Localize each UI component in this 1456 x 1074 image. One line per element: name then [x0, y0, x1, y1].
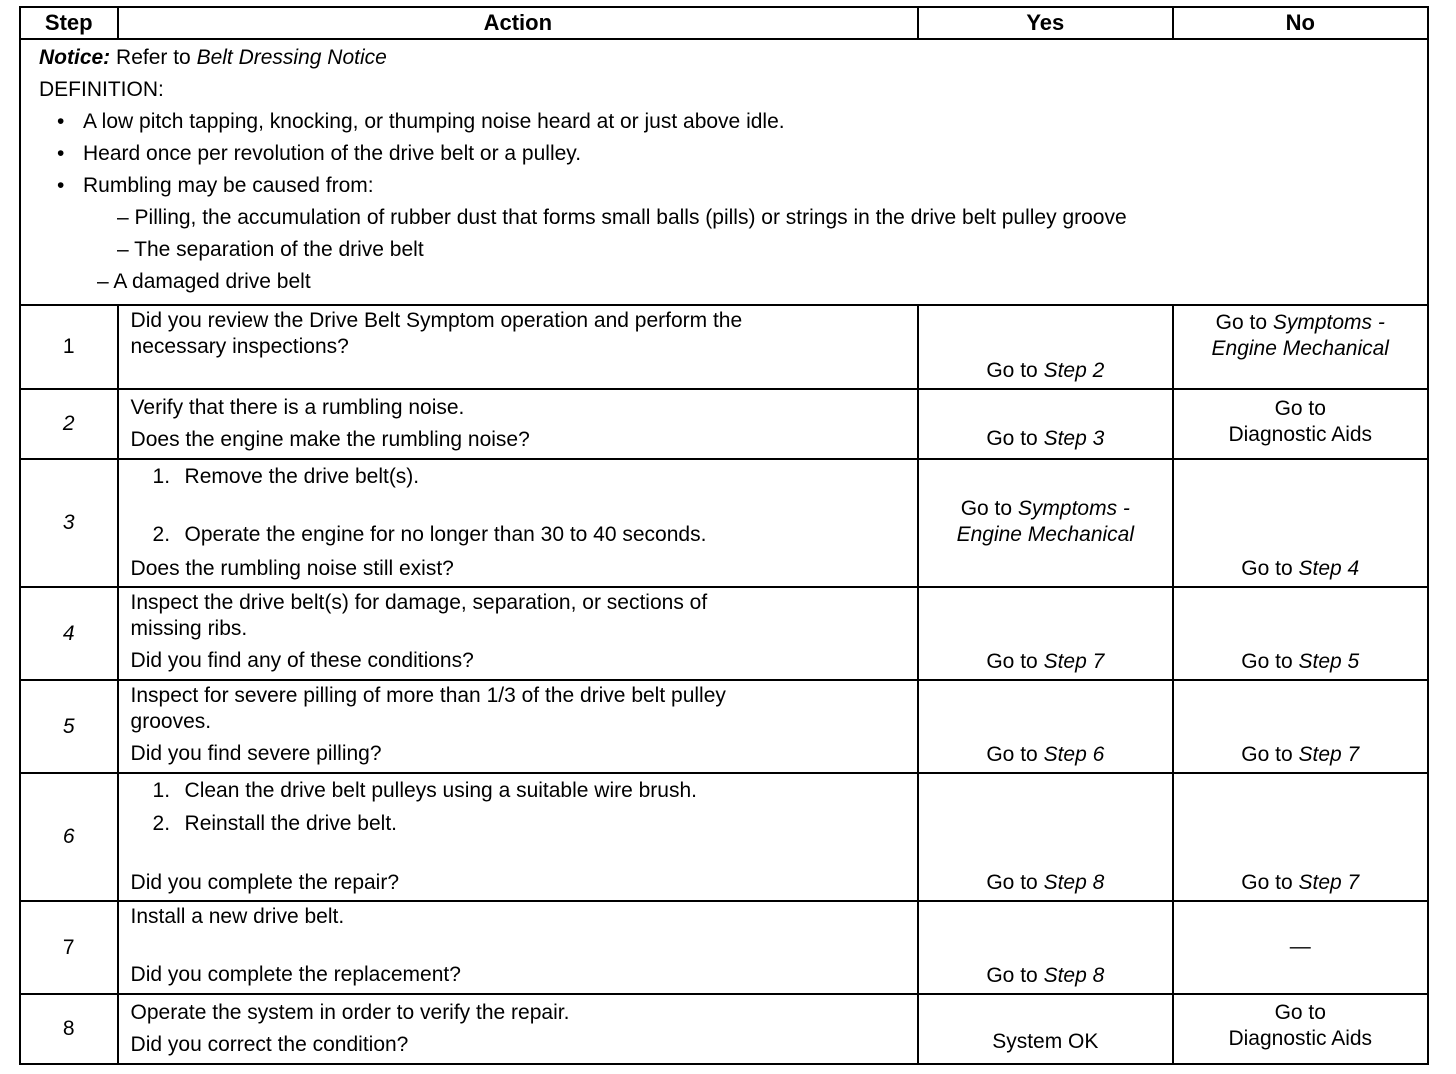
step-action: Verify that there is a rumbling noise. Does the engine make the rumbling noise? [118, 389, 919, 459]
step-no: Go to Step 4 [1173, 459, 1428, 587]
notice-text: Refer to [116, 46, 191, 69]
step-yes: Go to Step 7 [918, 587, 1172, 680]
step-action: Operate the system in order to verify the repair. Did you correct the condition? [118, 994, 919, 1064]
bullet-icon: • [57, 110, 65, 133]
step-action: Install a new drive belt. Did you complete the replacement? [118, 901, 919, 994]
bullet-item: • Rumbling may be caused from: [39, 170, 1409, 202]
notice-row [20, 39, 1428, 305]
definition-label: DEFINITION: [39, 78, 164, 101]
step-number: 5 [20, 680, 118, 773]
bullet-icon: • [57, 174, 65, 197]
step-row-4 [20, 587, 1428, 680]
step-no: Go to Step 7 [1173, 773, 1428, 901]
step-action: Did you review the Drive Belt Symptom operation and perform the necessary inspections? [118, 305, 919, 389]
step-yes: Go to Step 8 [918, 901, 1172, 994]
step-number: 7 [20, 901, 118, 994]
bullet-item: • Heard once per revolution of the drive belt or a pulley. [39, 138, 1409, 170]
step-no: Go to Step 5 [1173, 587, 1428, 680]
step-yes: Go to Symptoms - Engine Mechanical [918, 459, 1172, 587]
step-yes: System OK [918, 994, 1172, 1064]
step-yes: Go to Step 6 [918, 680, 1172, 773]
step-row-5 [20, 680, 1428, 773]
header-yes: Yes [918, 7, 1172, 39]
diagnostic-table [19, 6, 1429, 1065]
bullet-icon: • [57, 142, 65, 165]
step-row-2 [20, 389, 1428, 459]
step-row-8 [20, 994, 1428, 1064]
dash-item: – A damaged drive belt [97, 270, 311, 293]
step-row-3 [20, 459, 1428, 587]
notice-cell [20, 39, 1428, 305]
step-yes: Go to Step 2 [918, 305, 1172, 389]
step-no: Go to Diagnostic Aids [1173, 389, 1428, 459]
step-number: 4 [20, 587, 118, 680]
notice-line [39, 42, 1409, 74]
notice-ref: Belt Dressing Notice [196, 46, 387, 69]
header-row [20, 7, 1428, 39]
step-no: — [1173, 901, 1428, 994]
dash-item: – Pilling, the accumulation of rubber dust that forms small balls (pills) or strings in the drive belt pulley groove [117, 206, 1127, 229]
step-action: Inspect the drive belt(s) for damage, separation, or sections of missing ribs. Did you find any of these conditions? [118, 587, 919, 680]
diagnostic-table-document [19, 6, 1429, 1065]
step-no: Go to Symptoms - Engine Mechanical [1173, 305, 1428, 389]
step-no: Go to Diagnostic Aids [1173, 994, 1428, 1064]
step-row-6 [20, 773, 1428, 901]
step-action: Inspect for severe pilling of more than 1/3 of the drive belt pulley grooves. Did you find severe pilling? [118, 680, 919, 773]
notice-label: Notice: [39, 46, 111, 69]
step-row-1 [20, 305, 1428, 389]
step-number: 3 [20, 459, 118, 587]
step-number: 2 [20, 389, 118, 459]
step-number: 1 [20, 305, 118, 389]
step-yes: Go to Step 3 [918, 389, 1172, 459]
step-yes: Go to Step 8 [918, 773, 1172, 901]
step-action: 1. Clean the drive belt pulleys using a suitable wire brush. 2. Reinstall the drive belt. Did you complete the repair? [118, 773, 919, 901]
header-step: Step [20, 7, 118, 39]
step-no: Go to Step 7 [1173, 680, 1428, 773]
header-no: No [1173, 7, 1428, 39]
step-number: 6 [20, 773, 118, 901]
bullet-item: • A low pitch tapping, knocking, or thumping noise heard at or just above idle. [39, 106, 1409, 138]
header-action: Action [118, 7, 919, 39]
step-action: 1. Remove the drive belt(s). 2. Operate the engine for no longer than 30 to 40 seconds. Does the rumbling noise still exist? [118, 459, 919, 587]
step-number: 8 [20, 994, 118, 1064]
step-row-7 [20, 901, 1428, 994]
dash-item: – The separation of the drive belt [117, 238, 424, 261]
